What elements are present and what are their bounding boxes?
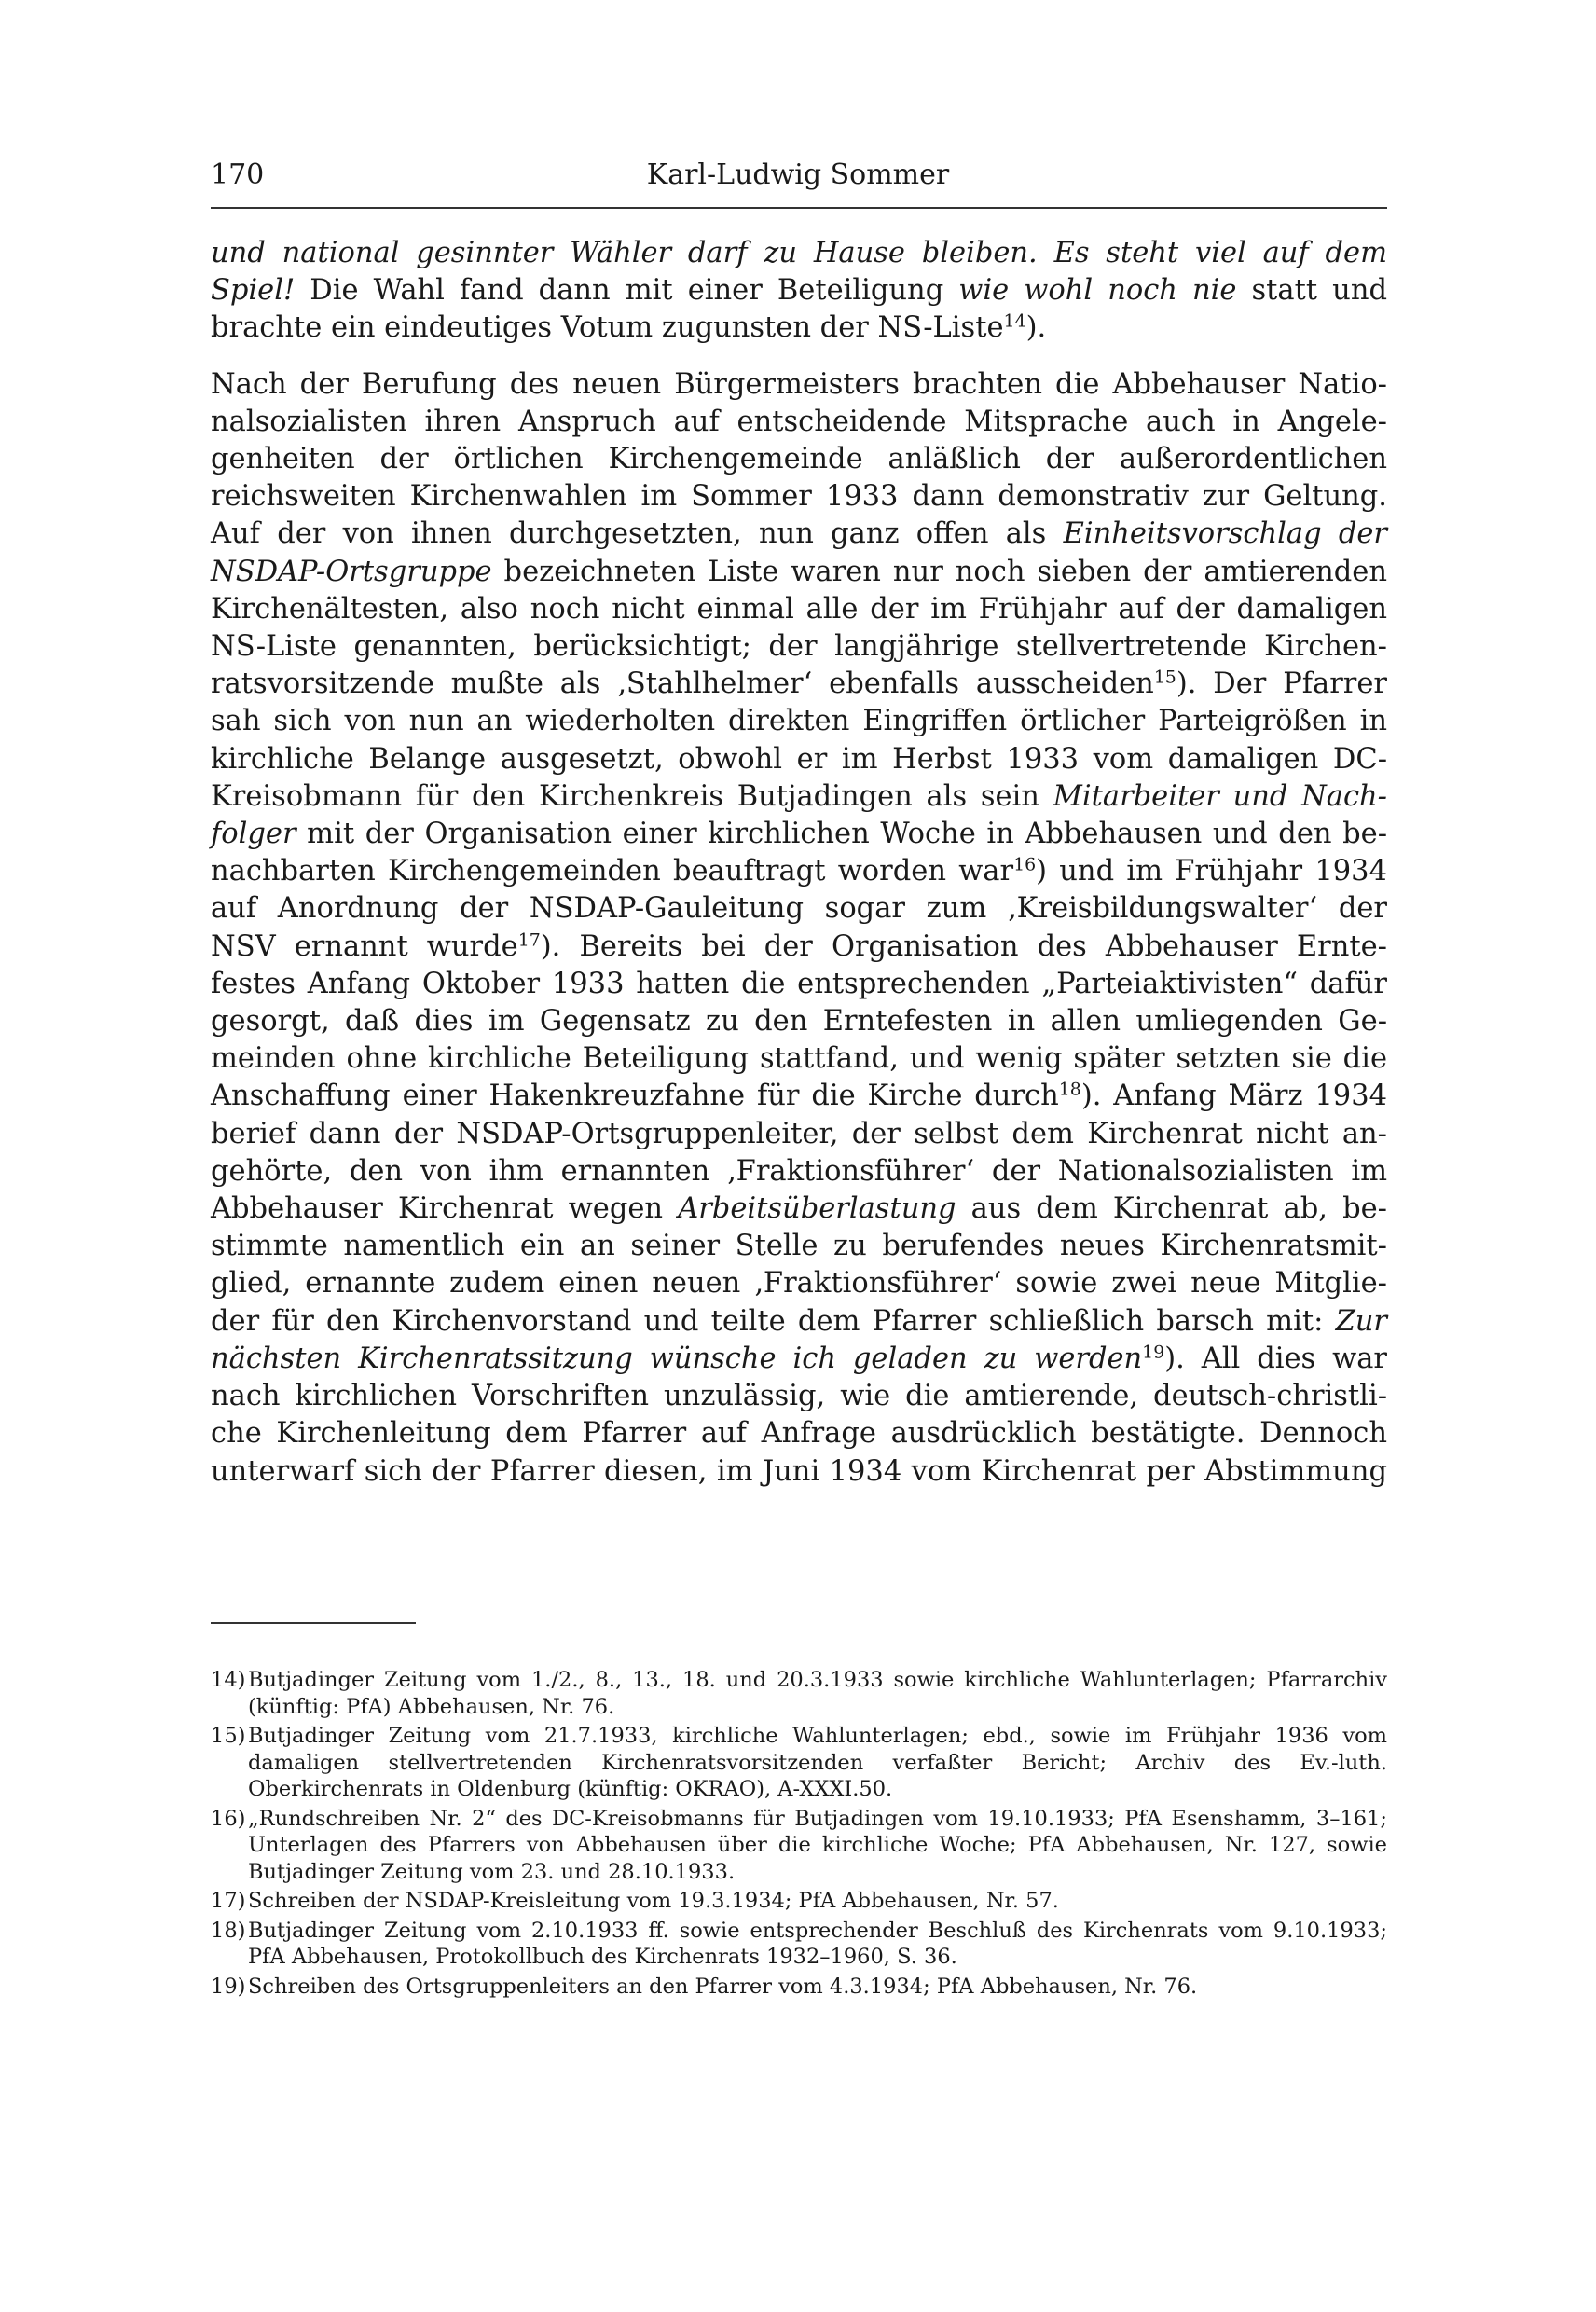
footnote-mark: 15) [211, 1724, 246, 1748]
footnote-mark: 19) [211, 1974, 246, 1999]
main-text [211, 235, 1387, 1491]
text-run: ). Der Pfarrer [1176, 667, 1387, 701]
text-line: unterwarf sich der Pfarrer diesen, im Juni 1934 vom Kirchenrat per Abstimmung [211, 1454, 1387, 1488]
text-run: ) und im Frühjahr 1934 [1036, 855, 1387, 888]
text-run: Auf der von ihnen durchgesetzten, nun ganz offen als [211, 517, 1064, 551]
text-line [211, 929, 1387, 966]
emphasis: Einheitsvorschlag der [1063, 517, 1387, 551]
emphasis: Arbeitsüberlastung [678, 1192, 956, 1226]
footnote-ref[interactable]: 15 [1153, 667, 1176, 688]
text-run: mit der Organisation einer kirchlichen Woche in Abbehausen und den be- [296, 818, 1387, 851]
text-line: stimmte namentlich ein an seiner Stelle zu berufendes neues Kirchenratsmit- [211, 1230, 1387, 1263]
paragraph-2 [211, 366, 1387, 1491]
footnote-mark: 14) [211, 1668, 246, 1692]
text-run: Kreisobmann für den Kirchenkreis Butjadingen als sein [211, 779, 1053, 813]
text-line: festes Anfang Oktober 1933 hatten die entsprechenden „Parteiaktivisten“ dafür [211, 967, 1387, 1000]
footnote-mark: 16) [211, 1806, 246, 1831]
text-line: auf Anordnung der NSDAP-Gauleitung sogar zum ‚Kreisbildungswalter‘ der [211, 892, 1387, 926]
text-line: genheiten der örtlichen Kirchengemeinde anläßlich der außerordentlichen [211, 443, 1387, 476]
text-line: nach kirchlichen Vorschriften unzulässig, wie die amtierende, deutsch-christli- [211, 1380, 1387, 1413]
text-line: gehörte, den von ihm ernannten ‚Fraktionsführer‘ der Nationalsozialisten im [211, 1154, 1387, 1188]
text-run: ). Anfang März 1934 [1080, 1080, 1387, 1113]
text-line: Nach der Berufung des neuen Bürgermeisters brachten die Abbehauser Natio- [211, 367, 1387, 401]
text-line: glied, ernannte zudem einen neuen ‚Fraktionsführer‘ sowie zwei neue Mitglie- [211, 1267, 1387, 1300]
footnote-text: „Rundschreiben Nr. 2“ des DC-Kreisobmanns für Butjadingen vom 19.10.1933; PfA Esenshamm, 3–161; Unterlagen des Pfarrers von Abbehausen über die kirchliche Woche; PfA Abbehausen, Nr. 127, sowie Butjadinger Zeitung vom 23. und 28.10.1933. [248, 1806, 1387, 1884]
text-line: gesorgt, daß dies im Gegensatz zu den Erntefesten in allen umliegenden Ge- [211, 1005, 1387, 1039]
text-line: kirchliche Belange ausgesetzt, obwohl er im Herbst 1933 vom damaligen DC- [211, 742, 1387, 776]
footnote-mark: 18) [211, 1918, 246, 1943]
emphasis: Spiel! [211, 274, 296, 308]
text-run: ratsvorsitzende mußte als ‚Stahlhelmer‘ ebenfalls ausscheiden [211, 667, 1154, 701]
text-line [211, 816, 1387, 853]
footnote-text: Schreiben der NSDAP-Kreisleitung vom 19.3.1934; PfA Abbehausen, Nr. 57. [248, 1889, 1059, 1913]
footnote-15 [211, 1723, 1387, 1803]
text-line: berief dann der NSDAP-Ortsgruppenleiter, der selbst dem Kirchenrat nicht an- [211, 1117, 1387, 1150]
text-line: meinden ohne kirchliche Beteiligung stattfand, und wenig später setzten sie die [211, 1042, 1387, 1076]
text-run: ). [1025, 311, 1047, 345]
text-line [211, 778, 1387, 816]
text-line: che Kirchenleitung dem Pfarrer auf Anfrage ausdrücklich bestätigte. Dennoch [211, 1417, 1387, 1451]
text-run: ). All dies war [1164, 1342, 1387, 1375]
footnote-14 [211, 1667, 1387, 1720]
text-line [211, 310, 1387, 347]
footnote-18 [211, 1918, 1387, 1971]
footnote-mark: 17) [211, 1889, 246, 1913]
text-line: nalsozialisten ihren Anspruch auf entscheidende Mitsprache auch in Angele- [211, 405, 1387, 438]
footnote-17 [211, 1888, 1387, 1915]
text-line [211, 1341, 1387, 1378]
text-run: statt und [1236, 274, 1387, 308]
footnote-ref[interactable]: 14 [1003, 311, 1026, 333]
text-run: nachbarten Kirchengemeinden beauftragt worden war [211, 855, 1014, 888]
footnote-ref[interactable]: 16 [1013, 854, 1037, 875]
footnote-text: Butjadinger Zeitung vom 21.7.1933, kirchliche Wahlunterlagen; ebd., sowie im Frühjahr 1936 vom damaligen stellvertretenden Kirchenratsvorsitzenden verfaßter Bericht; Archiv des Ev.-luth. Oberkirchenrats in Oldenburg (künftig: OKRAO), A-XXXI.50. [248, 1724, 1387, 1801]
text-run: Die Wahl fand dann mit einer Beteiligung [295, 274, 959, 308]
text-line: NS-Liste genannten, berücksichtigt; der langjährige stellvertretende Kirchen- [211, 630, 1387, 664]
page-header [211, 157, 1385, 198]
emphasis: Mitarbeiter und Nach- [1053, 779, 1387, 813]
text-line [211, 235, 1387, 272]
text-line [211, 554, 1387, 591]
footnote-text: Butjadinger Zeitung vom 1./2., 8., 13., 18. und 20.3.1933 sowie kirchliche Wahlunterlagen; Pfarrarchiv (künftig: PfA) Abbehausen, Nr. 76. [248, 1668, 1387, 1719]
footnote-text: Butjadinger Zeitung vom 2.10.1933 ff. sowie entsprechender Beschluß des Kirchenrats vom 9.10.1933; PfA Abbehausen, Protokollbuch des Kirchenrats 1932–1960, S. 36. [248, 1918, 1387, 1969]
text-line [211, 853, 1387, 890]
text-run: bezeichneten Liste waren nur noch sieben der amtierenden [491, 555, 1387, 588]
footnote-separator [211, 1622, 416, 1624]
emphasis: und national gesinnter Wähler darf zu Hause bleiben. Es steht viel auf dem [211, 237, 1387, 269]
text-line [211, 666, 1387, 703]
text-run: NSV ernannt wurde [211, 929, 518, 963]
text-run: Anschaffung einer Hakenkreuzfahne für die Kirche durch [211, 1080, 1059, 1113]
footnote-16 [211, 1806, 1387, 1886]
text-run: ). Bereits bei der Organisation des Abbehauser Ernte- [540, 929, 1387, 963]
footnotes [211, 1667, 1387, 2002]
footnote-text: Schreiben des Ortsgruppenleiters an den Pfarrer vom 4.3.1934; PfA Abbehausen, Nr. 76. [248, 1974, 1198, 1999]
text-line: Kirchenältesten, also noch nicht einmal alle der im Frühjahr auf der damaligen [211, 592, 1387, 626]
emphasis: wie wohl noch nie [958, 274, 1237, 308]
text-run: Abbehauser Kirchenrat wegen [211, 1192, 679, 1226]
text-line [211, 516, 1387, 553]
text-line: reichsweiten Kirchenwahlen im Sommer 1933 dann demonstrativ zur Geltung. [211, 480, 1387, 514]
emphasis: folger [211, 818, 296, 851]
emphasis: nächsten Kirchenratssitzung wünsche ich geladen zu werden [211, 1342, 1143, 1375]
emphasis: Zur [1335, 1304, 1387, 1338]
header-rule [211, 207, 1387, 209]
footnote-ref[interactable]: 18 [1058, 1080, 1081, 1101]
text-run: der für den Kirchenvorstand und teilte dem Pfarrer schließlich barsch mit: [211, 1304, 1336, 1338]
emphasis: NSDAP-Ortsgruppe [211, 555, 492, 588]
paragraph-1 [211, 235, 1387, 348]
running-title: Karl-Ludwig Sommer [646, 158, 950, 191]
text-run: brachte ein eindeutiges Votum zugunsten der NS-Liste [211, 311, 1004, 345]
footnote-ref[interactable]: 17 [517, 929, 541, 951]
text-line: sah sich von nun an wiederholten direkten Eingriffen örtlicher Parteigrößen in [211, 705, 1387, 738]
text-run: aus dem Kirchenrat ab, be- [956, 1192, 1387, 1226]
footnote-19 [211, 1974, 1387, 2001]
footnote-ref[interactable]: 19 [1142, 1342, 1165, 1363]
page-number: 170 [211, 158, 265, 191]
text-line [211, 1078, 1387, 1115]
text-line [211, 1303, 1387, 1341]
text-line [211, 1190, 1387, 1228]
text-line [211, 272, 1387, 310]
